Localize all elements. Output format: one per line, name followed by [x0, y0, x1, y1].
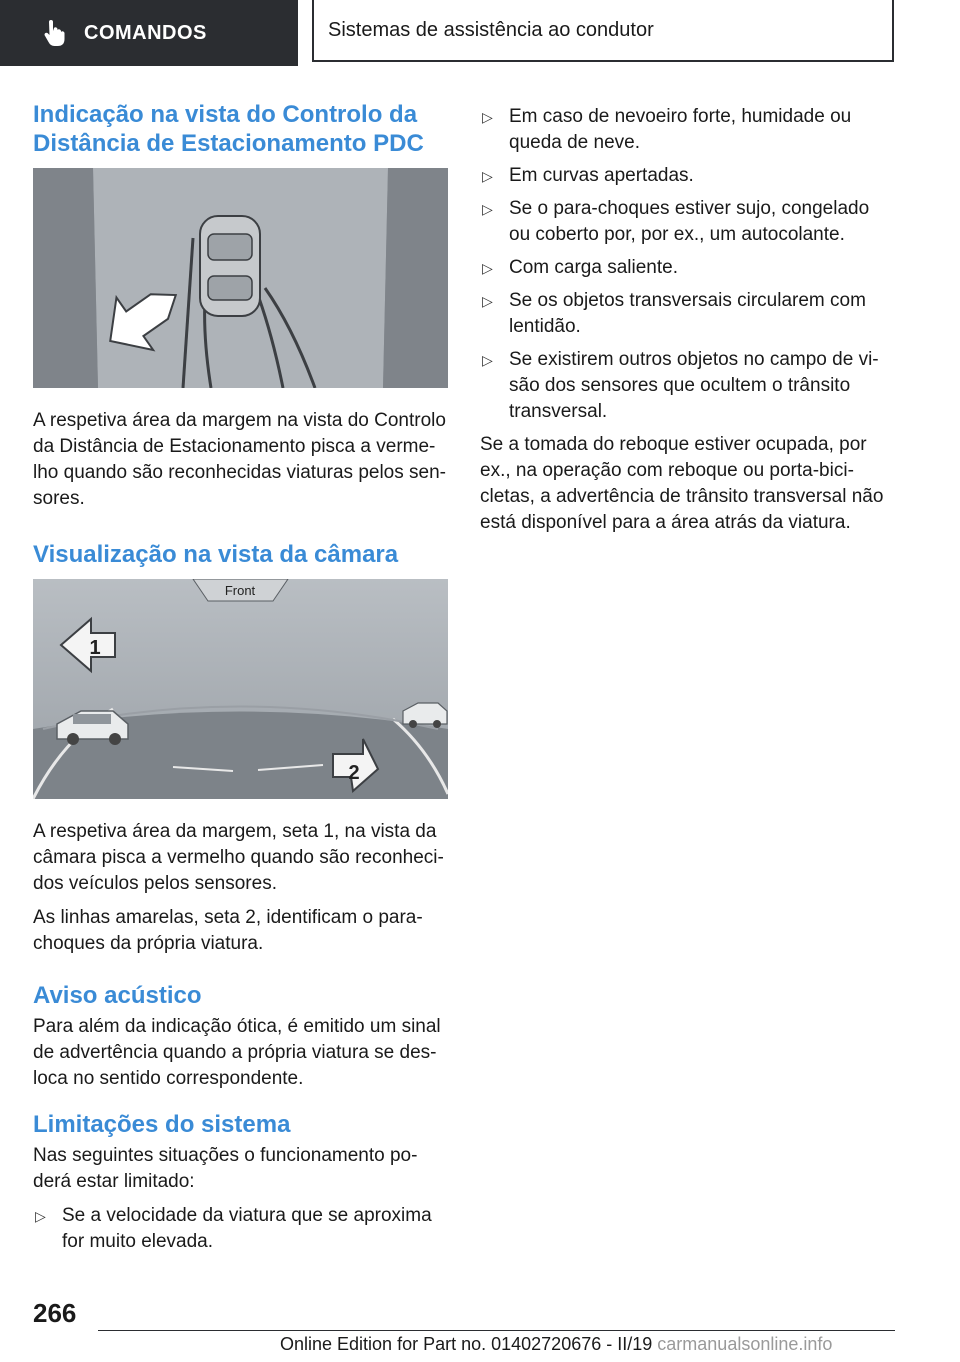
- footer-edition: [280, 1334, 832, 1355]
- left-bullet-list: [33, 1203, 448, 1255]
- paragraph-camera-2: As linhas amarelas, seta 2, identificam o para-choques da própria viatura.: [33, 907, 423, 954]
- heading-pdc-view: Indicação na vista do Controlo da Distância de Estacionamento PDC: [33, 101, 424, 157]
- triangle-right-outline-icon: ▷: [482, 352, 493, 368]
- triangle-right-outline-icon: ▷: [482, 293, 493, 309]
- heading-acoustic: Aviso acústico: [33, 982, 202, 1009]
- list-item: ▷ Em caso de nevoeiro forte, humidade ou queda de neve.: [482, 106, 852, 153]
- right-bullet-list: [480, 104, 890, 425]
- chapter-label: COMANDOS: [84, 21, 207, 44]
- pdc-view-figure: [33, 168, 448, 388]
- triangle-right-outline-icon: ▷: [482, 109, 493, 125]
- triangle-right-outline-icon: ▷: [35, 1208, 46, 1224]
- front-label: Front: [224, 583, 256, 598]
- page-number: 266: [33, 1298, 77, 1328]
- header-tab: [0, 0, 298, 66]
- triangle-right-outline-icon: ▷: [482, 168, 493, 184]
- list-item: ▷ Se existirem outros objetos no campo de visão dos sensores que ocultem o trânsito transversal.: [482, 349, 879, 422]
- hand-pointer-icon: [40, 19, 68, 47]
- arrow-2-label: 2: [348, 762, 360, 784]
- paragraph-pdc: A respetiva área da margem na vista do Controlo da Distância de Estacionamento pisca a vermelho quando são reconhecidas viaturas pelos sensores.: [33, 410, 446, 509]
- list-item: ▷ Com carga saliente.: [480, 255, 890, 281]
- section-title: Sistemas de assistência ao condutor: [312, 0, 894, 62]
- right-column: [480, 104, 890, 544]
- paragraph-acoustic: Para além da indicação ótica, é emitido um sinal de advertência quando a própria viatura se desloca no sentido correspondente.: [33, 1016, 441, 1089]
- footer-divider: [98, 1330, 895, 1331]
- heading-camera-view: Visualização na vista da câmara: [33, 541, 399, 568]
- paragraph-camera-1: A respetiva área da margem, seta 1, na vista da câmara pisca a vermelho quando são reconhecidos veículos pelos sensores.: [33, 821, 444, 894]
- triangle-right-outline-icon: ▷: [482, 201, 493, 217]
- watermark-text[interactable]: carmanualsonline.info: [657, 1334, 833, 1354]
- edition-text: Online Edition for Part no. 01402720676 - II/19: [280, 1334, 653, 1354]
- list-item: ▷ Em curvas apertadas.: [480, 163, 890, 189]
- paragraph-trailer: Se a tomada do reboque estiver ocupada, por ex., na operação com reboque ou porta-bicicletas, a advertência de trânsito transversal não está disponível para a área atrás da viatura.: [480, 434, 884, 533]
- list-item: ▷ Se os objetos transversais circularem com lentidão.: [482, 290, 866, 337]
- heading-limitations: Limitações do sistema: [33, 1111, 291, 1138]
- camera-view-figure: [33, 579, 448, 799]
- arrow-1-label: 1: [89, 637, 101, 659]
- list-item: ▷ Se a velocidade da viatura que se aproxima for muito elevada.: [35, 1205, 432, 1252]
- paragraph-limitations: Nas seguintes situações o funcionamento poderá estar limitado:: [33, 1145, 418, 1192]
- triangle-right-outline-icon: ▷: [482, 260, 493, 276]
- left-column: [33, 100, 448, 1262]
- list-item: ▷ Se o para-choques estiver sujo, congelado ou coberto por, por ex., um autocolante.: [482, 198, 870, 245]
